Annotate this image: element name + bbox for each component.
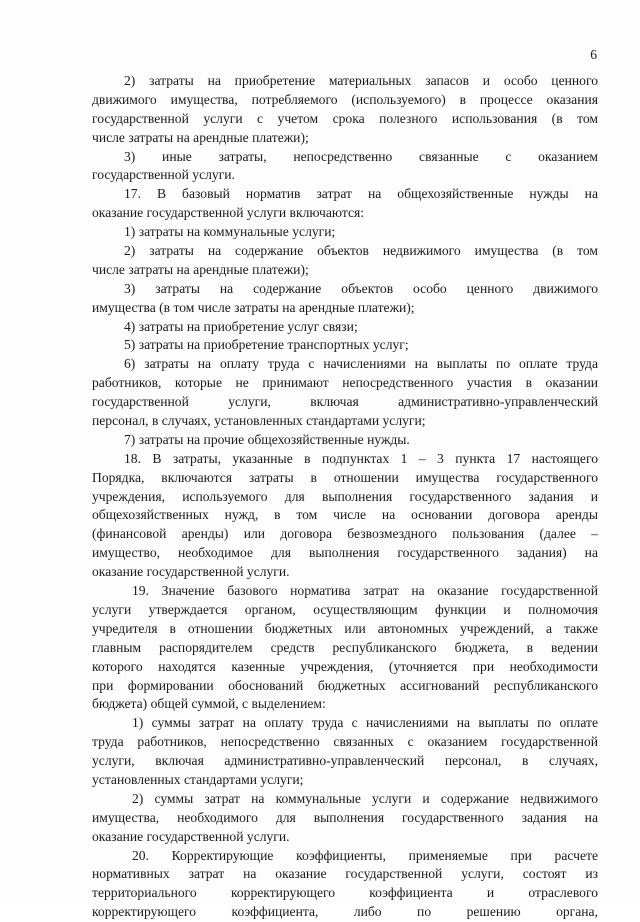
text-line: 2) затраты на содержание объектов недвижимого имущества (в том (124, 243, 598, 259)
text-line: (финансовой аренды) или договора безвозмездного пользования (далее – (92, 526, 598, 542)
text-line: числе затраты на арендные платежи); (92, 129, 309, 145)
text-line: имущества, необходимого для выполнения государственного задания на (92, 809, 598, 825)
text-line: 17. В базовый норматив затрат на общехозяйственные нужды на (124, 186, 598, 202)
text-line: общехозяйственных нужд, в том числе на основании договора аренды (92, 507, 598, 523)
text-line: государственной услуги с учетом срока полезного использования (в том (92, 110, 598, 126)
text-line: государственной услуги. (92, 167, 235, 183)
document-body (92, 72, 598, 922)
text-line: числе затраты на арендные платежи); (92, 261, 309, 277)
text-line: учреждения, используемого для выполнения государственного задания и (92, 488, 598, 504)
text-line: 2) затраты на приобретение материальных запасов и особо ценного (124, 73, 598, 88)
text-line: корректирующего коэффициента, либо по решению органа, (92, 904, 598, 920)
text-line: оказание государственной услуги. (92, 564, 290, 580)
text-line: Порядка, включаются затраты в отношении имущества государственного (92, 469, 598, 485)
text-line: 5) затраты на приобретение транспортных услуг; (124, 337, 409, 353)
text-line: имущества (в том числе затраты на арендные платежи); (92, 299, 415, 315)
text-line: бюджета) общей суммой, с выделением: (92, 696, 326, 712)
text-line: установленных стандартами услуги; (92, 771, 304, 787)
text-line: 3) иные затраты, непосредственно связанные с оказанием (124, 148, 598, 164)
text-line: 7) затраты на прочие общехозяйственные нужды. (124, 431, 410, 447)
text-line: территориального корректирующего коэффициента и отраслевого (92, 885, 598, 901)
text-line: оказание государственной услуги включаются: (92, 205, 365, 221)
text-line: персонал, в случаях, установленных стандартами услуги; (92, 413, 426, 429)
text-line: государственной услуги, включая административно-управленческий (92, 394, 598, 410)
text-line: главным распорядителем средств республиканского бюджета, в ведении (92, 639, 598, 655)
text-line: которого находятся казенные учреждения, (уточняется при необходимости (92, 658, 598, 674)
text-line: работников, которые не принимают непосредственного участия в оказании (92, 375, 598, 391)
text-line: нормативных затрат на оказание государственной услуги, состоят из (92, 866, 598, 882)
page-number: 6 (590, 47, 597, 62)
text-line: 1) затраты на коммунальные услуги; (124, 224, 336, 240)
text-line: 1) суммы затрат на оплату труда с начислениями на выплаты по оплате (132, 715, 598, 731)
text-line: имущество, необходимое для выполнения государственного задания) на (92, 545, 598, 561)
text-line: услуги, включая административно-управленческий персонал, в случаях, (92, 753, 598, 769)
text-line: 19. Значение базового норматива затрат на оказание государственной (132, 583, 598, 599)
text-line: 2) суммы затрат на коммунальные услуги и содержание недвижимого (132, 790, 598, 806)
text-line: движимого имущества, потребляемого (используемого) в процессе оказания (92, 91, 598, 107)
text-line: 3) затраты на содержание объектов особо ценного движимого (124, 280, 598, 296)
text-line: 6) затраты на оплату труда с начислениями на выплаты по оплате труда (124, 356, 598, 372)
text-line: 4) затраты на приобретение услуг связи; (124, 318, 358, 334)
text-line: 20. Корректирующие коэффициенты, применяемые при расчете (132, 847, 598, 863)
text-line: оказание государственной услуги. (92, 828, 290, 844)
text-line: учредителя в отношении бюджетных или автономных учреждений, а также (92, 620, 598, 636)
text-line: 18. В затраты, указанные в подпунктах 1 – 3 пункта 17 настоящего (124, 450, 598, 466)
text-line: труда работников, непосредственно связанных с оказанием государственной (92, 734, 598, 750)
text-line: услуги утверждается органом, осуществляющим функции и полномочия (92, 601, 598, 617)
text-line: при формировании обоснований бюджетных ассигнований республиканского (92, 677, 598, 693)
